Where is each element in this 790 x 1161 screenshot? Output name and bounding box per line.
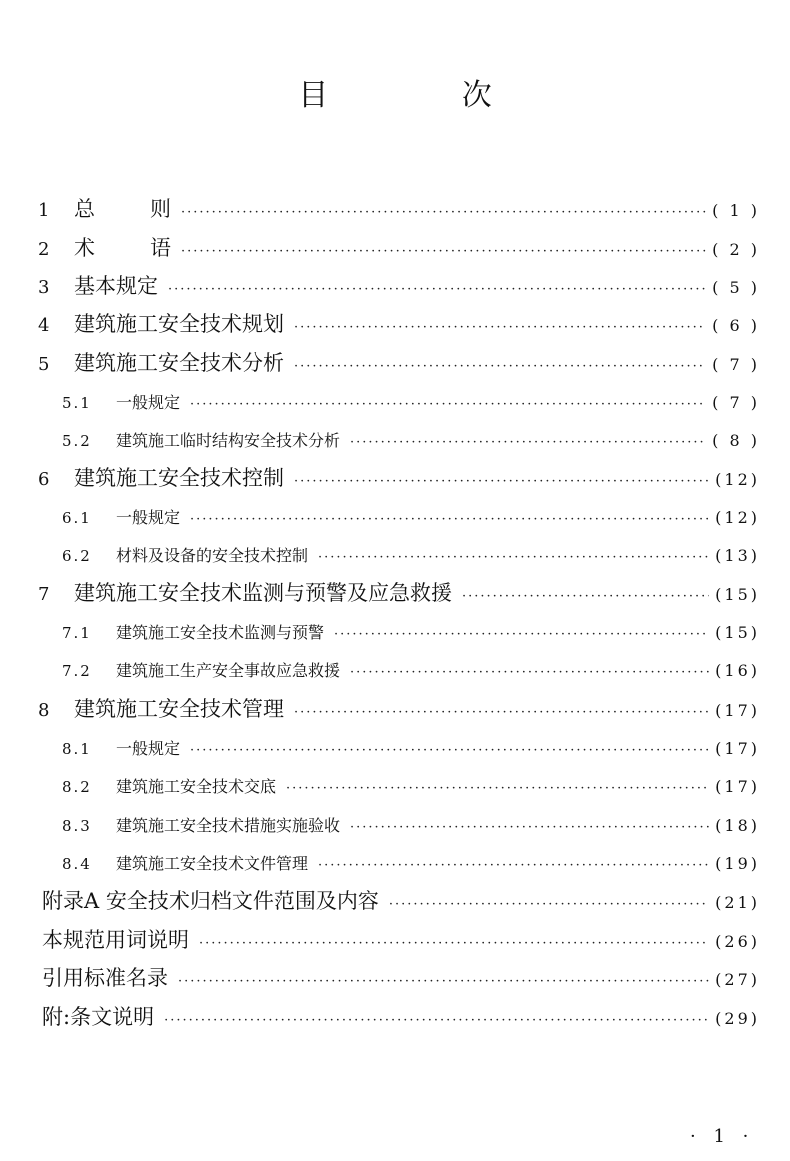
toc-number: 4 — [38, 315, 50, 336]
toc-entry-7-1[interactable] — [62, 620, 760, 643]
toc-page: (18) — [715, 816, 760, 835]
toc-number: 7.1 — [62, 624, 92, 642]
toc-entry-2[interactable] — [38, 232, 760, 262]
leader-dots — [190, 397, 706, 412]
toc-page: ( 2 ) — [712, 240, 760, 259]
leader-dots — [178, 974, 709, 989]
toc-label: 附:条文说明 — [42, 1005, 155, 1029]
page-number: · 1 · — [690, 1126, 755, 1147]
toc-label: 引用标准名录 — [42, 966, 168, 990]
toc-page: (29) — [715, 1009, 760, 1028]
leader-dots — [286, 781, 709, 796]
toc-label: 本规范用词说明 — [42, 928, 189, 952]
toc-entry-1[interactable] — [38, 193, 760, 223]
leader-dots — [334, 627, 709, 642]
toc-number: 1 — [38, 200, 50, 221]
toc-entry-5[interactable] — [38, 347, 760, 377]
toc-entry-3[interactable] — [38, 270, 760, 300]
leader-dots — [318, 858, 709, 873]
leader-dots — [294, 474, 709, 489]
toc-entry-5-2[interactable] — [62, 428, 760, 451]
toc-entry-6-2[interactable] — [62, 543, 760, 566]
toc-label: 建筑施工安全技术监测与预警及应急救援 — [74, 581, 452, 605]
toc-page: (15) — [715, 623, 760, 642]
toc-entry-explanation[interactable] — [42, 1001, 760, 1031]
leader-dots — [350, 665, 709, 680]
toc-number: 8.1 — [62, 740, 92, 758]
toc-label: 一般规定 — [116, 739, 181, 758]
toc-page: (16) — [715, 661, 760, 680]
toc-page: (26) — [715, 932, 760, 951]
toc-label: 建筑施工安全技术管理 — [74, 697, 284, 721]
toc-page: ( 6 ) — [712, 316, 760, 335]
toc-page: ( 7 ) — [712, 393, 760, 412]
toc-page: (27) — [715, 970, 760, 989]
toc-page: ( 1 ) — [712, 201, 760, 220]
toc-entry-wording[interactable] — [42, 924, 760, 954]
toc-page: ( 5 ) — [712, 278, 760, 297]
toc-label: 一般规定 — [116, 508, 181, 527]
toc-entry-8-4[interactable] — [62, 851, 760, 874]
toc-page: ( 7 ) — [712, 355, 760, 374]
toc-label: 建筑施工安全技术控制 — [74, 466, 284, 490]
toc-label: 材料及设备的安全技术控制 — [116, 546, 309, 565]
toc-label: 建筑施工安全技术分析 — [74, 351, 284, 375]
leader-dots — [350, 820, 709, 835]
toc-label: 建筑施工安全技术监测与预警 — [116, 623, 325, 642]
toc-label: 建筑施工安全技术交底 — [116, 777, 277, 796]
toc-page: (21) — [715, 893, 760, 912]
toc-entry-8-2[interactable] — [62, 774, 760, 797]
toc-number: 8 — [38, 700, 50, 721]
leader-dots — [164, 1013, 709, 1028]
toc-entry-7[interactable] — [38, 577, 760, 607]
leader-dots — [389, 897, 709, 912]
page-title: 目 次 — [298, 78, 554, 113]
leader-dots — [199, 936, 709, 951]
toc-entry-7-2[interactable] — [62, 658, 760, 681]
toc-label: 基本规定 — [74, 274, 158, 298]
leader-dots — [462, 589, 709, 604]
toc-page: (17) — [715, 777, 760, 796]
toc-entry-6[interactable] — [38, 462, 760, 492]
toc-number: 8.3 — [62, 817, 92, 835]
leader-dots — [294, 320, 706, 335]
toc-number: 8.2 — [62, 778, 92, 796]
toc-label: 建筑施工安全技术规划 — [74, 312, 284, 336]
toc-label: 建筑施工安全技术文件管理 — [116, 854, 309, 873]
leader-dots — [190, 743, 709, 758]
toc-number: 5.1 — [62, 394, 92, 412]
toc-label: 建筑施工生产安全事故应急救援 — [116, 661, 341, 680]
toc-label: 建筑施工临时结构安全技术分析 — [116, 431, 341, 450]
toc-number: 6.1 — [62, 509, 92, 527]
toc-page: ( 8 ) — [712, 431, 760, 450]
toc-number: 5.2 — [62, 432, 92, 450]
toc-entry-4[interactable] — [38, 308, 760, 338]
toc-page: (17) — [715, 701, 760, 720]
toc-label: 附录A 安全技术归档文件范围及内容 — [42, 889, 379, 913]
toc-page: (17) — [715, 739, 760, 758]
toc-page: (19) — [715, 854, 760, 873]
toc-page: (12) — [715, 470, 760, 489]
toc-label: 建筑施工安全技术措施实施验收 — [116, 816, 341, 835]
toc-entry-appendix-a[interactable] — [42, 885, 760, 915]
leader-dots — [190, 512, 709, 527]
toc-number: 5 — [38, 354, 50, 375]
leader-dots — [350, 435, 706, 450]
toc-label: 一般规定 — [116, 393, 181, 412]
toc-label: 术 语 — [74, 236, 171, 260]
leader-dots — [181, 244, 706, 259]
toc-entry-8-1[interactable] — [62, 736, 760, 759]
toc-page: (13) — [715, 546, 760, 565]
leader-dots — [294, 359, 706, 374]
leader-dots — [181, 205, 706, 220]
toc-number: 7 — [38, 584, 50, 605]
toc-entry-6-1[interactable] — [62, 505, 760, 528]
toc-number: 3 — [38, 277, 50, 298]
toc-entry-references[interactable] — [42, 962, 760, 992]
toc-label: 总 则 — [74, 197, 171, 221]
toc-entry-8[interactable] — [38, 693, 760, 723]
toc-number: 6 — [38, 469, 50, 490]
toc-number: 6.2 — [62, 547, 92, 565]
toc-page: (12) — [715, 508, 760, 527]
leader-dots — [168, 282, 706, 297]
toc-entry-8-3[interactable] — [62, 813, 760, 836]
toc-entry-5-1[interactable] — [62, 390, 760, 413]
leader-dots — [294, 705, 709, 720]
toc-number: 8.4 — [62, 855, 92, 873]
toc-page: (15) — [715, 585, 760, 604]
leader-dots — [318, 550, 709, 565]
toc-number: 2 — [38, 239, 50, 260]
toc-number: 7.2 — [62, 662, 92, 680]
